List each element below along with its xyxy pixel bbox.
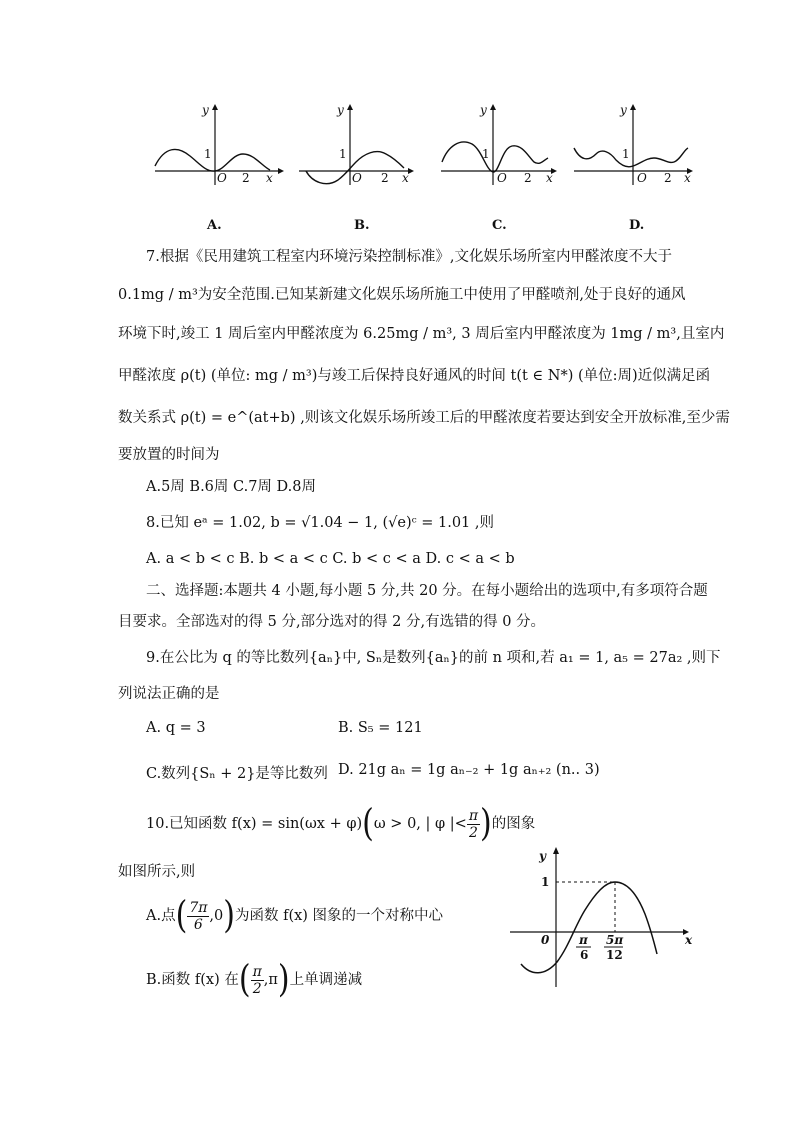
q10-opt-b-post: 上单调递减 bbox=[289, 972, 363, 988]
q7-line-6: 要放置的时间为 bbox=[118, 447, 220, 463]
q7-line-5: 数关系式 ρ(t) = e^(at+b) ,则该文化娱乐场所竣工后的甲醛浓度若要达到安全开放标准,至少需 bbox=[118, 410, 730, 426]
left-paren: ( bbox=[362, 801, 374, 846]
q10-graph-svg bbox=[505, 842, 705, 992]
y-label: y bbox=[337, 103, 344, 117]
graph-option-b bbox=[294, 100, 434, 190]
y-arrow-icon bbox=[553, 847, 559, 854]
graph-option-c bbox=[436, 100, 576, 190]
origin-label: O bbox=[352, 171, 362, 185]
tick-pi-6-den: 6 bbox=[580, 948, 589, 962]
origin-label: O bbox=[637, 171, 647, 185]
two-label: 2 bbox=[242, 171, 250, 185]
option-label-a: A. bbox=[207, 218, 222, 233]
right-paren: ) bbox=[480, 801, 492, 846]
q9-line-1: 9.在公比为 q 的等比数列{aₙ}中, Sₙ是数列{aₙ}的前 n 项和,若 a₁ = 1, a₅ = 27a₂ ,则下 bbox=[146, 650, 721, 666]
q10-stem bbox=[146, 801, 536, 846]
q10-pi-over-2: $\frac{\pi}{2}$ bbox=[468, 807, 479, 841]
one-label: 1 bbox=[482, 147, 490, 161]
q10-opt-a-prefix: A.点 bbox=[146, 908, 176, 924]
option-label-d: D. bbox=[629, 218, 645, 233]
graph-d-svg bbox=[570, 100, 710, 190]
q10-opt-a-fraction: $\frac{7\pi}{6}$ bbox=[189, 899, 208, 933]
curve bbox=[574, 148, 688, 167]
q8-options: A. a < b < c B. b < a < c C. b < c < a D. c < a < b bbox=[146, 551, 515, 567]
right-paren: ) bbox=[277, 957, 290, 1002]
left-paren: ( bbox=[175, 893, 188, 938]
option-label-b: B. bbox=[354, 218, 370, 233]
q9-option-d: D. 21g aₙ = 1g aₙ₋₂ + 1g aₙ₊₂ (n.. 3) bbox=[338, 762, 600, 778]
q10-opt-b-prefix: B.函数 f(x) 在 bbox=[146, 972, 239, 988]
curve bbox=[442, 142, 548, 172]
x-label: x bbox=[546, 171, 553, 185]
y-arrow-icon bbox=[212, 104, 218, 110]
one-label: 1 bbox=[541, 875, 550, 889]
graph-a-svg bbox=[150, 100, 290, 190]
right-paren: ) bbox=[223, 893, 235, 938]
one-label: 1 bbox=[339, 147, 347, 161]
section2-line-1: 二、选择题:本题共 4 小题,每小题 5 分,共 20 分。在每小题给出的选项中,有多项符合题 bbox=[146, 583, 708, 599]
x-arrow-icon bbox=[278, 168, 284, 174]
y-arrow-icon bbox=[347, 104, 353, 110]
q10-condition: ω > 0, | φ |< bbox=[373, 816, 467, 832]
q7-line-4: 甲醛浓度 ρ(t) (单位: mg / m³)与竣工后保持良好通风的时间 t(t ∈ N*) (单位:周)近似满足函 bbox=[118, 368, 711, 384]
graph-option-a bbox=[150, 100, 290, 190]
q9-option-c: C.数列{Sₙ + 2}是等比数列 bbox=[146, 766, 328, 782]
q9-option-b: B. S₅ = 121 bbox=[338, 720, 423, 736]
graph-option-d bbox=[570, 100, 710, 190]
two-label: 2 bbox=[381, 171, 389, 185]
two-label: 2 bbox=[524, 171, 532, 185]
origin-label: 0 bbox=[541, 933, 550, 947]
q7-line-3: 环境下时,竣工 1 周后室内甲醛浓度为 6.25mg / m³, 3 周后室内甲醛浓度为 1mg / m³,且室内 bbox=[118, 326, 725, 342]
q10-opt-b-rest: ,π bbox=[263, 972, 278, 988]
x-label: x bbox=[402, 171, 409, 185]
x-label: x bbox=[266, 171, 273, 185]
q9-option-a: A. q = 3 bbox=[146, 720, 206, 736]
q10-stem-start: 10.已知函数 f(x) = sin(ωx + φ) bbox=[146, 816, 363, 832]
one-label: 1 bbox=[622, 147, 630, 161]
q9-line-2: 列说法正确的是 bbox=[118, 686, 220, 702]
y-label: y bbox=[202, 103, 209, 117]
q10-option-b bbox=[146, 957, 363, 1002]
tick-5pi-12-den: 12 bbox=[606, 948, 623, 962]
origin-label: O bbox=[217, 171, 227, 185]
y-arrow-icon bbox=[490, 104, 496, 110]
q10-line-2: 如图所示,则 bbox=[118, 864, 196, 880]
left-paren: ( bbox=[238, 957, 251, 1002]
x-label: x bbox=[684, 171, 691, 185]
sine-curve bbox=[521, 882, 657, 973]
two-label: 2 bbox=[664, 171, 672, 185]
y-arrow-icon bbox=[630, 104, 636, 110]
curve bbox=[155, 149, 270, 171]
one-label: 1 bbox=[204, 147, 212, 161]
q10-opt-b-fraction: $\frac{\pi}{2}$ bbox=[252, 963, 262, 997]
q7-line-1: 7.根据《民用建筑工程室内环境污染控制标准》,文化娱乐场所室内甲醛浓度不大于 bbox=[146, 249, 672, 265]
graph-b-svg bbox=[294, 100, 434, 190]
origin-label: O bbox=[497, 171, 507, 185]
y-label: y bbox=[539, 849, 546, 863]
q10-opt-a-post: 为函数 f(x) 图象的一个对称中心 bbox=[234, 908, 444, 924]
y-label: y bbox=[480, 103, 487, 117]
q7-options: A.5周 B.6周 C.7周 D.8周 bbox=[146, 479, 316, 495]
q10-opt-a-rest: ,0 bbox=[209, 908, 224, 924]
x-arrow-icon bbox=[408, 168, 414, 174]
option-label-c: C. bbox=[492, 218, 507, 233]
q8-stem: 8.已知 eᵃ = 1.02, b = √1.04 − 1, (√e)ᶜ = 1.01 ,则 bbox=[146, 515, 494, 531]
q10-option-a bbox=[146, 893, 444, 938]
y-label: y bbox=[620, 103, 627, 117]
q10-stem-end: 的图象 bbox=[491, 816, 536, 832]
tick-pi-6-num: π bbox=[579, 933, 588, 947]
q10-graph bbox=[505, 842, 705, 992]
graph-c-svg bbox=[436, 100, 576, 190]
q7-line-2: 0.1mg / m³为安全范围.已知某新建文化娱乐场所施工中使用了甲醛喷剂,处于良好的通风 bbox=[118, 287, 686, 303]
tick-5pi-12-num: 5π bbox=[606, 933, 624, 947]
x-label: x bbox=[685, 933, 693, 947]
section2-line-2: 目要求。全部选对的得 5 分,部分选对的得 2 分,有选错的得 0 分。 bbox=[118, 614, 546, 630]
